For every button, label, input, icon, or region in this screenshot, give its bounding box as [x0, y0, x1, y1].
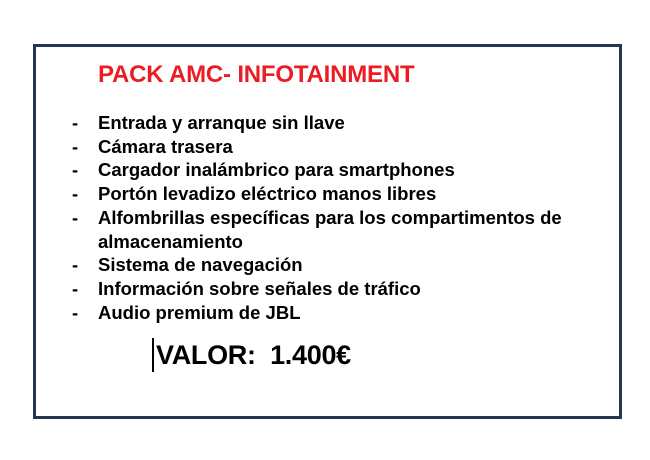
- dash-bullet: -: [72, 135, 79, 157]
- dash-bullet: -: [72, 112, 79, 133]
- dash-bullet: -: [72, 183, 79, 205]
- feature-text: Alfombrillas específicas para los compartimentos de almacenamiento: [98, 206, 562, 252]
- feature-item: [72, 253, 598, 277]
- pack-title: PACK AMC- INFOTAINMENT: [98, 61, 415, 88]
- feature-item: [72, 301, 598, 325]
- feature-text: Audio premium de JBL: [98, 301, 301, 323]
- feature-item: [72, 111, 598, 135]
- pack-card: [33, 44, 622, 419]
- dash-bullet: -: [72, 254, 79, 276]
- value-text: VALOR: 1.400€: [156, 340, 351, 370]
- value-line: [152, 336, 351, 374]
- dash-bullet: -: [72, 159, 79, 181]
- feature-item: [72, 182, 598, 206]
- feature-text: Información sobre señales de tráfico: [98, 277, 421, 299]
- feature-text: Sistema de navegación: [98, 254, 303, 276]
- feature-list: [72, 111, 598, 324]
- feature-text: Cámara trasera: [98, 135, 233, 157]
- feature-item: [72, 158, 598, 182]
- feature-text: Portón levadizo eléctrico manos libres: [98, 183, 437, 205]
- feature-text: Cargador inalámbrico para smartphones: [98, 159, 455, 181]
- feature-item: [72, 277, 598, 301]
- dash-bullet: -: [72, 301, 79, 323]
- feature-item: [72, 206, 598, 253]
- feature-text: Entrada y arranque sin llave: [98, 112, 345, 133]
- dash-bullet: -: [72, 206, 79, 228]
- dash-bullet: -: [72, 277, 79, 299]
- feature-item: [72, 135, 598, 159]
- text-cursor: [152, 338, 154, 372]
